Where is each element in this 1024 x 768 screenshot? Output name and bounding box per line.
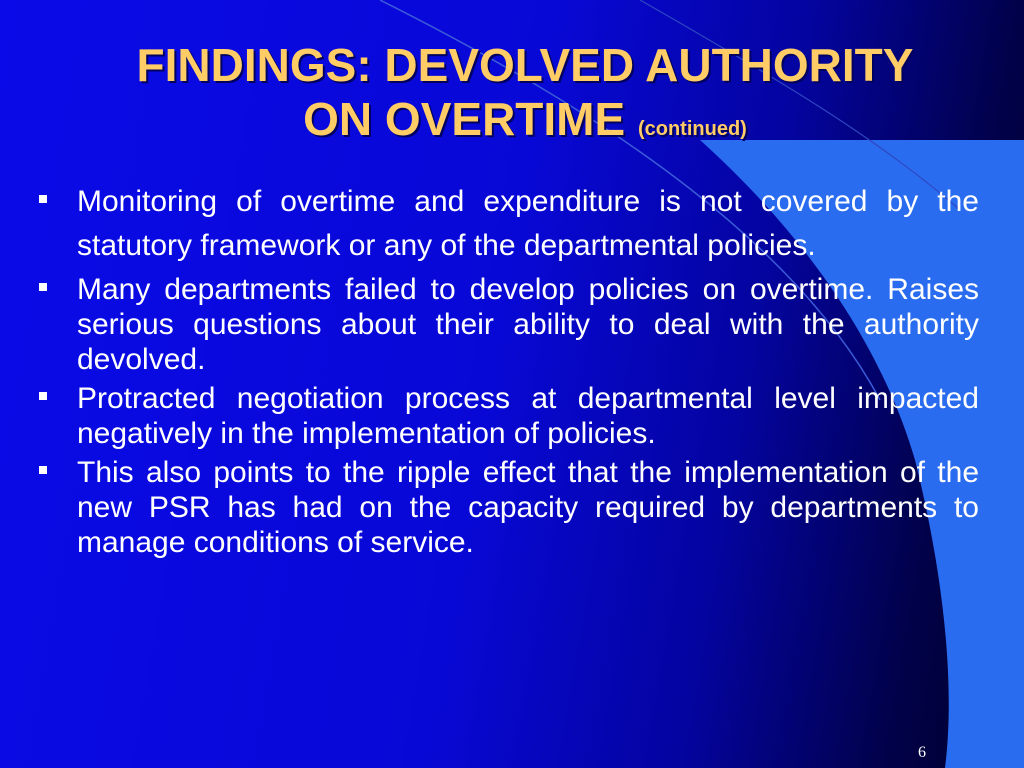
square-bullet-icon xyxy=(39,283,47,291)
bullet-text: Many departments failed to develop policies on overtime. Raises serious questions about their ability to deal with the authority devolved. xyxy=(77,273,979,376)
bullet-text: This also points to the ripple effect that the implementation of the new PSR has had on the capacity required by departments to manage conditions of service. xyxy=(77,456,979,559)
slide-title xyxy=(30,38,1020,156)
list-item xyxy=(35,455,979,560)
list-item xyxy=(35,381,979,451)
title-line-2-text: ON OVERTIME xyxy=(303,93,626,145)
title-line-1: FINDINGS: DEVOLVED AUTHORITY xyxy=(136,39,914,91)
square-bullet-icon xyxy=(39,195,47,203)
square-bullet-icon xyxy=(39,392,47,400)
bullet-text: Monitoring of overtime and expenditure is not covered by the statutory framework or any of the departmental policies. xyxy=(77,185,979,262)
square-bullet-icon xyxy=(39,466,47,474)
title-line-2 xyxy=(30,92,1020,156)
bullet-list xyxy=(35,180,979,564)
page-number: 6 xyxy=(918,744,926,761)
bullet-text: Protracted negotiation process at departmental level impacted negatively in the implementation of policies. xyxy=(77,382,979,450)
list-item xyxy=(35,272,979,377)
title-continued-label: (continued) xyxy=(637,118,747,140)
list-item xyxy=(35,180,979,268)
